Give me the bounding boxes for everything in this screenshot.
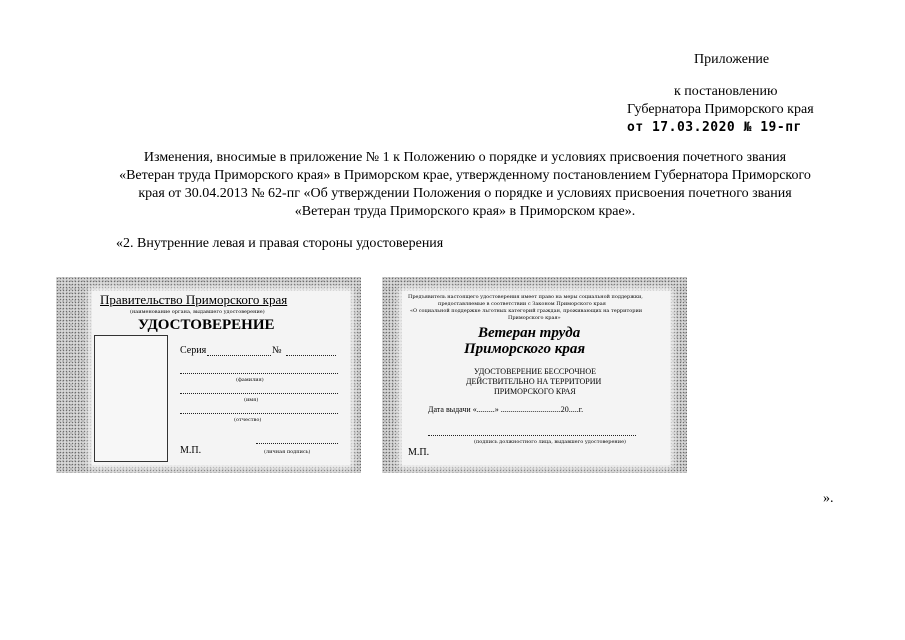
- stamp-label: М.П.: [180, 445, 202, 456]
- legal-text-line: Приморского края»: [508, 315, 561, 321]
- closing-quote: ».: [823, 491, 834, 506]
- name-note: (имя): [244, 397, 259, 403]
- section-title: «2. Внутренние левая и правая стороны удостоверения: [116, 236, 444, 251]
- official-signature-line: [428, 435, 636, 436]
- patronymic-field-line: [180, 413, 338, 414]
- resolution-label: к постановлению: [674, 84, 778, 99]
- certificate-right-side: [382, 277, 687, 473]
- validity-line2: ДЕЙСТВИТЕЛЬНО НА ТЕРРИТОРИИ: [466, 377, 602, 386]
- legal-text-line: предоставляемые в соответствии с Законом Приморского края: [438, 301, 606, 307]
- intro-line: Изменения, вносимые в приложение № 1 к Положению о порядке и условиях присвоения почетного звания: [143, 150, 787, 165]
- signature-field-line: [256, 443, 338, 444]
- intro-paragraph: [70, 149, 860, 221]
- validity-line1: УДОСТОВЕРЕНИЕ БЕССРОЧНОЕ: [474, 367, 596, 376]
- certificate-left-side: [56, 277, 361, 473]
- issue-date-line: Дата выдачи «.........» ..............................20.....г.: [428, 405, 584, 414]
- certificate-title: УДОСТОВЕРЕНИЕ: [138, 317, 275, 333]
- intro-line: края от 30.04.2013 № 62-пг «Об утверждении Положения о порядке и условиях присвоения почетного звания: [138, 186, 792, 201]
- number-sign: №: [272, 345, 282, 356]
- validity-line3: ПРИМОРСКОГО КРАЯ: [494, 387, 576, 396]
- photo-placeholder: [94, 335, 168, 462]
- intro-line: «Ветеран труда Приморского края» в Приморском крае, утвержденному постановлением Губернатора Приморского: [119, 168, 811, 183]
- series-label: Серия: [180, 345, 207, 356]
- governor-label: Губернатора Приморского края: [627, 102, 814, 117]
- government-name: Правительство Приморского края: [100, 292, 288, 307]
- series-field-line: [207, 355, 271, 356]
- veteran-title-line2: Приморского края: [464, 341, 586, 357]
- date-number-stamp: от 17.03.2020 № 19-пг: [627, 120, 802, 135]
- patronymic-note: (отчество): [234, 417, 262, 423]
- veteran-title-line1: Ветеран труда: [478, 325, 581, 341]
- intro-line: «Ветеран труда Приморского края» в Приморском крае».: [294, 204, 636, 219]
- signature-note: (личная подпись): [264, 449, 311, 455]
- official-signature-note: (подпись должностного лица, выдавшего удостоверение): [474, 439, 626, 445]
- appendix-label: Приложение: [694, 52, 770, 67]
- surname-field-line: [180, 373, 338, 374]
- legal-text-line: Предъявитель настоящего удостоверения имеет право на меры социальной поддержки,: [408, 294, 643, 300]
- legal-text-line: «О социальной поддержке льготных категорий граждан, проживающих на территории: [410, 308, 643, 314]
- name-field-line: [180, 393, 338, 394]
- number-field-line: [286, 355, 336, 356]
- issuer-note: (наименование органа, выдавшего удостоверение): [130, 309, 265, 315]
- right-stamp-label: М.П.: [408, 447, 430, 458]
- surname-note: (фамилия): [236, 377, 264, 383]
